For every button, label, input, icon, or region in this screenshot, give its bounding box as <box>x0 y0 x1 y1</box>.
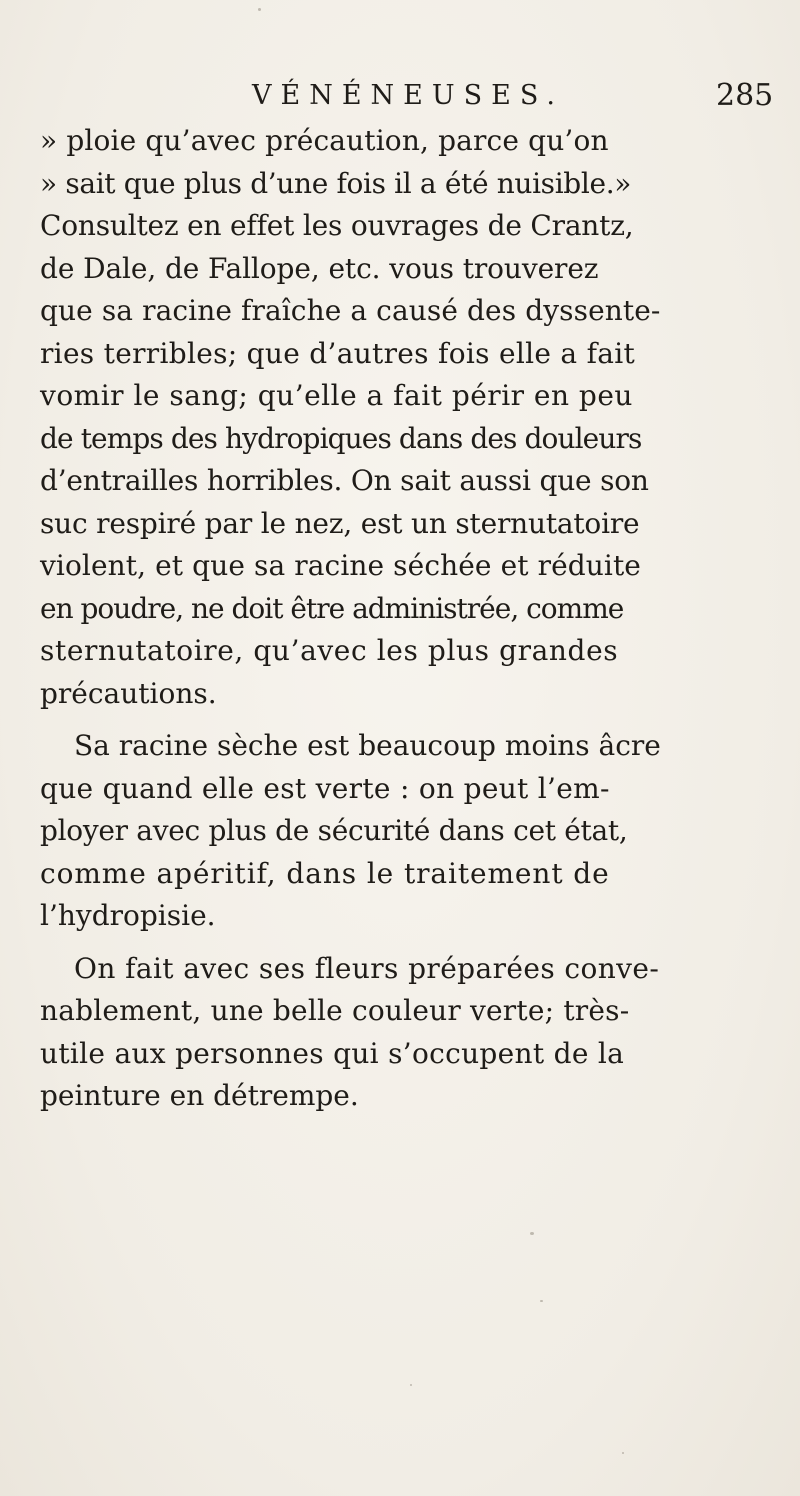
paper-speck <box>410 1384 412 1386</box>
text-line: que sa racine fraîche a causé des dyssente- <box>40 294 661 327</box>
text-line: suc respiré par le nez, est un sternutatoire <box>40 506 640 540</box>
text-line: utile aux personnes qui s’occupent de la <box>40 1036 625 1070</box>
running-head: VÉNÉNEUSES. <box>252 80 564 111</box>
text-line: que quand elle est verte : on peut l’em- <box>40 771 610 805</box>
text-line: Sa racine sèche est beaucoup moins âcre <box>74 729 661 762</box>
text-line: d’entrailles horribles. On sait aussi que son <box>40 464 649 497</box>
text-line: On fait avec ses fleurs préparées conve- <box>74 951 660 985</box>
text-line: de temps des hydropiques dans des douleurs <box>40 421 642 455</box>
text-line: peinture en détrempe. <box>40 1079 359 1112</box>
paper-speck <box>622 1452 624 1454</box>
paper-speck <box>530 1232 534 1235</box>
text-line: ployer avec plus de sécurité dans cet état, <box>40 814 628 847</box>
paper-speck <box>540 1300 543 1302</box>
text-line: l’hydropisie. <box>40 899 216 932</box>
paper-speck <box>258 8 261 11</box>
text-line: de Dale, de Fallope, etc. vous trouverez <box>40 251 599 285</box>
body-text <box>40 120 780 1118</box>
page-header <box>0 80 800 120</box>
page-number: 285 <box>716 78 774 113</box>
text-line: » ploie qu’avec précaution, parce qu’on <box>40 124 609 157</box>
text-line: violent, et que sa racine séchée et réduite <box>40 549 641 582</box>
text-line: vomir le sang; qu’elle a fait périr en peu <box>40 379 633 412</box>
text-line: précautions. <box>40 676 217 710</box>
text-line: en poudre, ne doit être administrée, comme <box>40 591 624 625</box>
text-line: sternutatoire, qu’avec les plus grandes <box>40 634 619 667</box>
text-line: nablement, une belle couleur verte; très- <box>40 994 630 1027</box>
text-line: Consultez en effet les ouvrages de Crantz, <box>40 209 634 242</box>
text-line: comme apéritif, dans le traitement de <box>40 856 610 890</box>
text-line: » sait que plus d’une fois il a été nuisible.» <box>40 166 632 200</box>
text-line: ries terribles; que d’autres fois elle a fait <box>40 336 636 370</box>
